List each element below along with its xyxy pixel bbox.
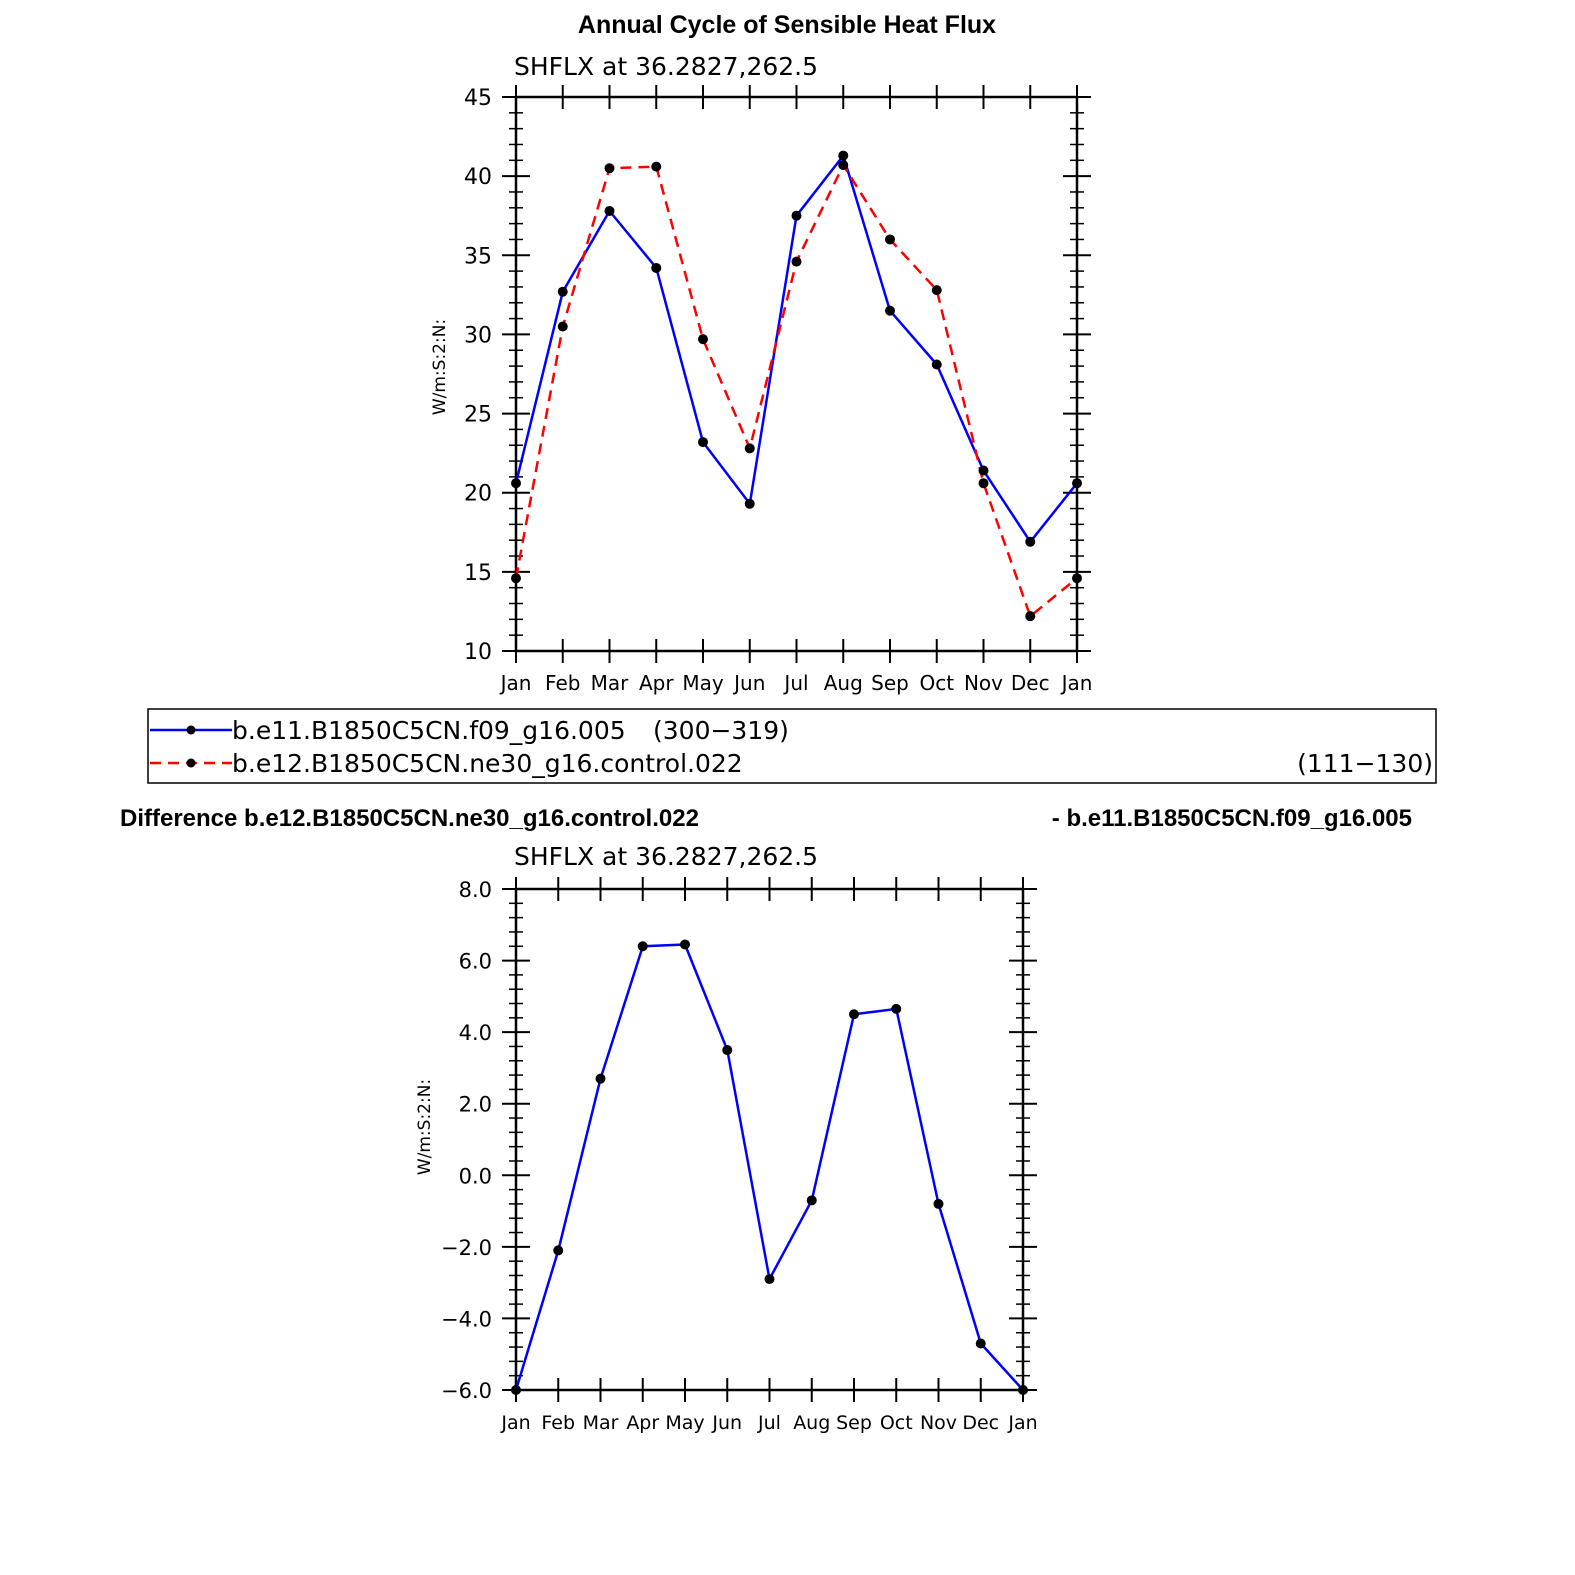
x-tick-label: Sep — [871, 671, 909, 695]
x-tick-label: Jul — [784, 671, 809, 695]
difference-title-right: - b.e11.B1850C5CN.f09_g16.005 — [1051, 805, 1412, 832]
x-tick-label: Nov — [919, 1412, 958, 1434]
y-tick-label: 35 — [464, 244, 492, 270]
plot-frame — [516, 97, 1077, 651]
data-point-series1 — [553, 1245, 563, 1255]
data-point-series2 — [605, 163, 615, 173]
data-point-series2 — [511, 573, 521, 583]
legend-marker-series2 — [187, 759, 196, 768]
x-tick-label: Mar — [590, 671, 629, 695]
data-point-series1 — [1018, 1385, 1028, 1395]
data-point-series2 — [651, 162, 661, 172]
data-point-series2 — [932, 285, 942, 295]
x-tick-label: May — [682, 671, 724, 695]
annual-cycle-panel — [430, 52, 1092, 695]
y-tick-label: 45 — [464, 86, 492, 111]
plot-frame — [516, 889, 1023, 1390]
y-tick-label: 8.0 — [458, 878, 492, 902]
data-point-series1 — [651, 263, 661, 273]
data-point-series1 — [932, 360, 942, 370]
data-point-series1 — [511, 478, 521, 488]
data-point-series1 — [596, 1074, 606, 1084]
data-point-series2 — [979, 478, 989, 488]
data-point-series1 — [558, 287, 568, 297]
difference-title-left: Difference b.e12.B1850C5CN.ne30_g16.control.022 — [120, 805, 699, 832]
panel-subtitle: SHFLX at 36.2827,262.5 — [514, 842, 819, 871]
y-tick-label: 30 — [464, 323, 492, 349]
legend — [148, 709, 1436, 783]
data-point-series1 — [976, 1338, 986, 1348]
data-point-series2 — [558, 322, 568, 332]
data-point-series2 — [838, 160, 848, 170]
x-tick-label: Nov — [963, 671, 1004, 695]
data-point-series1 — [849, 1009, 859, 1019]
data-point-series2 — [885, 234, 895, 244]
y-tick-label: 20 — [464, 481, 492, 507]
x-tick-label: Oct — [919, 671, 955, 695]
data-point-series1 — [765, 1274, 775, 1284]
x-tick-label: Jan — [1061, 671, 1093, 695]
data-point-series1 — [885, 306, 895, 316]
series-line-1 — [516, 945, 1023, 1391]
y-axis-label: W/m:S:2:N: — [430, 318, 450, 416]
panel-subtitle: SHFLX at 36.2827,262.5 — [514, 52, 819, 81]
x-tick-label: Mar — [582, 1412, 619, 1434]
data-point-series1 — [1025, 537, 1035, 547]
data-point-series1 — [979, 466, 989, 476]
x-tick-label: Jan — [500, 671, 532, 695]
series-line-2 — [516, 165, 1077, 616]
data-point-series1 — [698, 437, 708, 447]
legend-entry-series1 — [150, 716, 789, 745]
x-tick-label: Jan — [1008, 1412, 1038, 1434]
data-point-series1 — [745, 499, 755, 509]
data-point-series1 — [605, 206, 615, 216]
x-tick-label: Sep — [836, 1412, 872, 1434]
x-tick-label: Aug — [793, 1412, 831, 1434]
data-point-series1 — [792, 211, 802, 221]
y-tick-label: −4.0 — [441, 1307, 492, 1332]
legend-range-series1: (300−319) — [653, 716, 789, 745]
data-point-series1 — [891, 1004, 901, 1014]
data-point-series1 — [680, 939, 690, 949]
x-tick-label: May — [665, 1412, 705, 1434]
x-tick-label: Dec — [962, 1412, 1000, 1434]
y-tick-label: 15 — [464, 560, 492, 586]
data-point-series1 — [638, 941, 648, 951]
y-tick-label: −6.0 — [441, 1379, 492, 1403]
y-axis-label: W/m:S:2:N: — [415, 1078, 435, 1176]
x-tick-label: Jul — [758, 1412, 781, 1434]
y-tick-label: 6.0 — [458, 949, 492, 974]
x-tick-label: Oct — [879, 1412, 913, 1434]
x-tick-label: Feb — [545, 671, 581, 695]
data-point-series1 — [511, 1385, 521, 1395]
y-tick-label: 2.0 — [458, 1092, 492, 1117]
data-point-series1 — [722, 1045, 732, 1055]
legend-entry-series2 — [150, 749, 1433, 778]
data-point-series2 — [792, 257, 802, 267]
y-tick-label: 40 — [464, 165, 492, 191]
data-point-series1 — [1072, 478, 1082, 488]
y-tick-label: 10 — [464, 640, 492, 665]
x-tick-label: Jun — [734, 671, 766, 695]
difference-panel — [415, 842, 1038, 1434]
plot-area — [441, 877, 1038, 1434]
data-point-series1 — [934, 1199, 944, 1209]
legend-label-series2: b.e12.B1850C5CN.ne30_g16.control.022 — [232, 749, 743, 778]
data-point-series1 — [807, 1195, 817, 1205]
legend-label-series1: b.e11.B1850C5CN.f09_g16.005 — [232, 716, 626, 745]
x-tick-label: Apr — [626, 1412, 660, 1434]
x-tick-label: Feb — [541, 1412, 576, 1434]
data-point-series2 — [698, 334, 708, 344]
data-point-series1 — [838, 151, 848, 161]
plot-area — [464, 85, 1092, 695]
legend-range-series2: (111−130) — [1297, 749, 1433, 778]
y-tick-label: −2.0 — [441, 1235, 492, 1260]
x-tick-label: Dec — [1010, 671, 1050, 695]
x-tick-label: Apr — [638, 671, 674, 695]
legend-marker-series1 — [187, 726, 196, 735]
y-tick-label: 4.0 — [458, 1021, 492, 1046]
y-tick-label: 0.0 — [458, 1164, 492, 1189]
figure-title: Annual Cycle of Sensible Heat Flux — [577, 11, 997, 39]
y-tick-label: 25 — [464, 402, 492, 428]
data-point-series2 — [1025, 611, 1035, 621]
x-tick-label: Jan — [501, 1412, 531, 1434]
x-tick-label: Aug — [823, 671, 863, 695]
data-point-series2 — [745, 443, 755, 453]
data-point-series2 — [1072, 573, 1082, 583]
x-tick-label: Jun — [712, 1412, 743, 1434]
